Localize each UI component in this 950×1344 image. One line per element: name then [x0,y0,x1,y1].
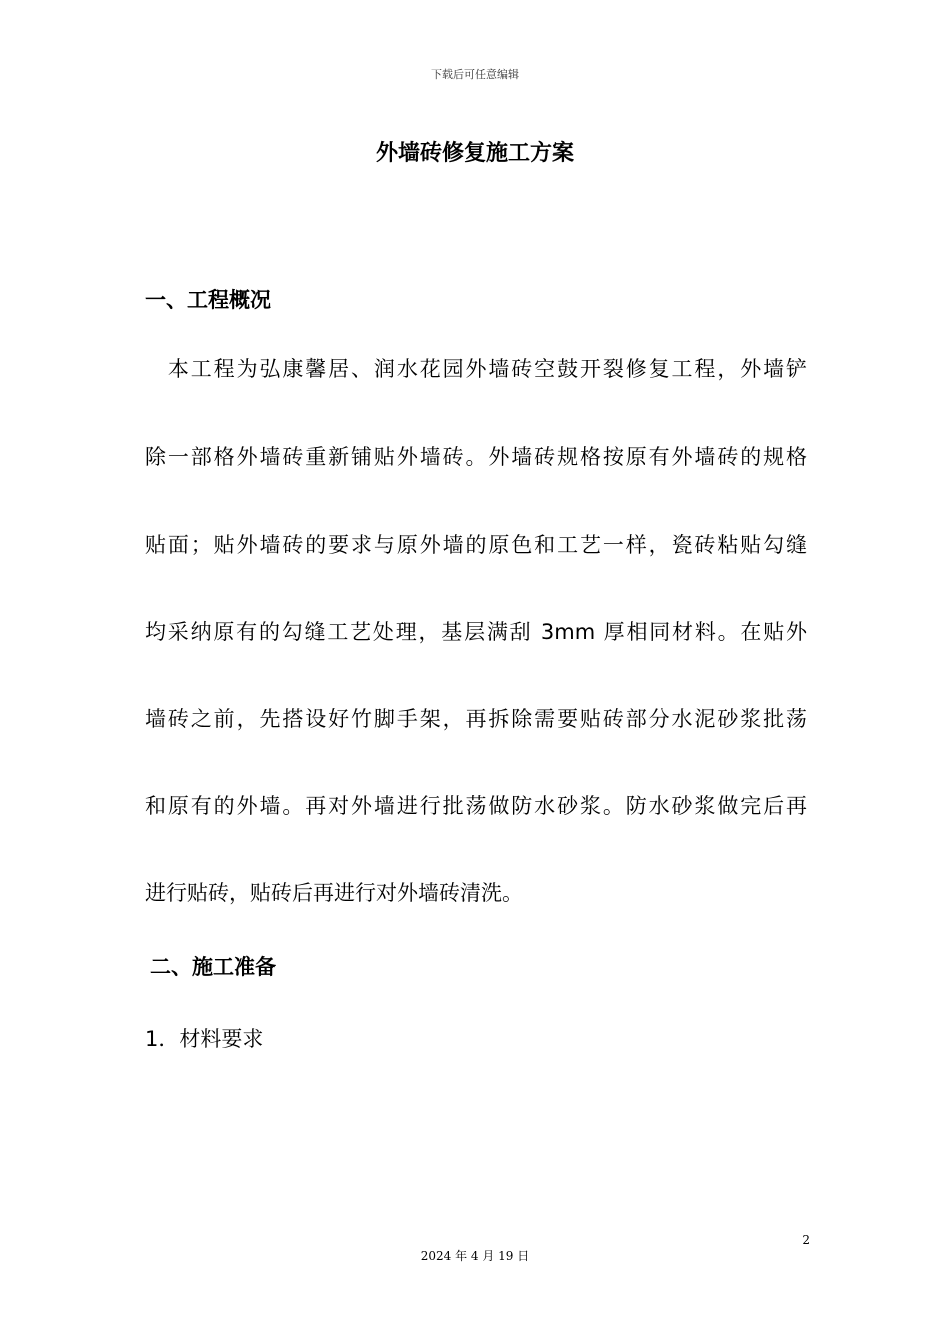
paragraph-line: 墙砖之前，先搭设好竹脚手架，再拆除需要贴砖部分水泥砂浆批荡 [145,707,807,731]
section-heading-preparation: 二、施工准备 [150,955,276,979]
paragraph-line: 和原有的外墙。再对外墙进行批荡做防水砂浆。防水砂浆做完后再 [145,794,807,818]
section-heading-overview: 一、工程概况 [145,288,271,312]
document-title: 外墙砖修复施工方案 [375,141,574,166]
paragraph-line: 本工程为弘康馨居、润水花园外墙砖空鼓开裂修复工程，外墙铲 [145,357,807,381]
paragraph-line: 进行贴砖，贴砖后再进行对外墙砖清洗。 [145,881,523,905]
header-note: 下载后可任意编辑 [431,68,519,81]
paragraph-line: 均采纳原有的勾缝工艺处理，基层满刮 3mm 厚相同材料。在贴外 [145,620,807,644]
paragraph-line: 贴面；贴外墙砖的要求与原外墙的原色和工艺一样，瓷砖粘贴勾缝 [145,533,807,557]
paragraph-line: 除一部格外墙砖重新铺贴外墙砖。外墙砖规格按原有外墙砖的规格 [145,445,807,469]
subheading-material-requirements: 1．材料要求 [145,1027,264,1051]
page-number: 2 [802,1233,810,1247]
footer-date: 2024 年 4 月 19 日 [420,1249,530,1263]
